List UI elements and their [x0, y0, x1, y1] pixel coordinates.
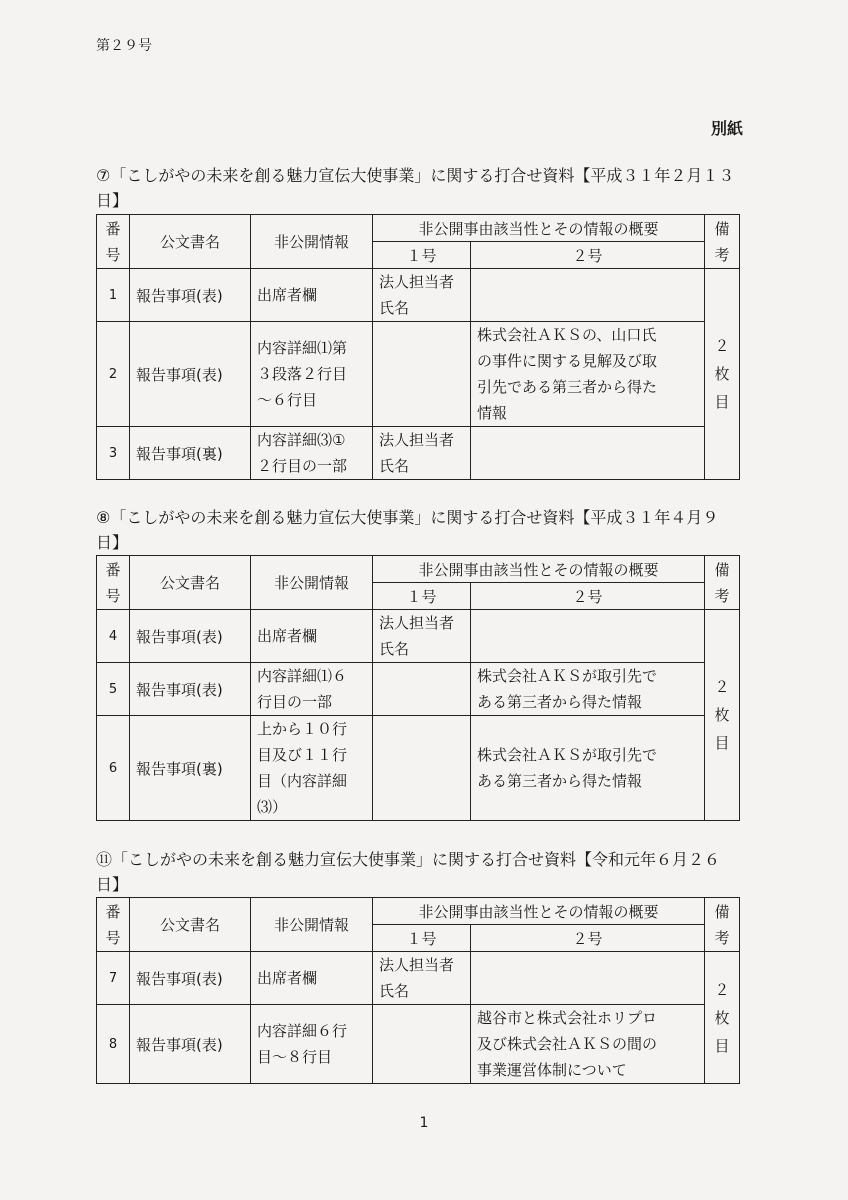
row-info: 内容詳細⑴第 ３段落２行目 ～６行目	[251, 322, 373, 427]
row-reason-1	[373, 322, 471, 427]
row-reason-2: 株式会社ＡＫＳが取引先で ある第三者から得た情報	[471, 663, 705, 716]
header-private-info: 非公開情報	[251, 215, 373, 269]
row-reason-2	[471, 427, 705, 480]
row-number: 7	[97, 952, 130, 1005]
table-row	[97, 1005, 740, 1084]
row-document: 報告事項(表)	[130, 1005, 251, 1084]
header-private-info: 非公開情報	[251, 556, 373, 610]
row-remark: ２ 枚 目	[705, 269, 740, 480]
row-reason-1: 法人担当者 氏名	[373, 427, 471, 480]
row-reason-2	[471, 269, 705, 322]
table-row	[97, 952, 740, 1005]
row-document: 報告事項(表)	[130, 952, 251, 1005]
row-number: 4	[97, 610, 130, 663]
row-reason-2: 越谷市と株式会社ホリプロ 及び株式会社ＡＫＳの間の 事業運営体制について	[471, 1005, 705, 1084]
section-title-3: ⑪「こしがやの未来を創る魅力宣伝大使事業」に関する打合せ資料【令和元年６月２６日】	[96, 850, 721, 894]
row-number: 2	[97, 322, 130, 427]
header-number: 番 号	[97, 556, 130, 610]
row-number: 5	[97, 663, 130, 716]
row-info: 内容詳細⑴６ 行目の一部	[251, 663, 373, 716]
header-number: 番 号	[97, 215, 130, 269]
header-reason: 非公開事由該当性とその情報の概要	[373, 215, 705, 242]
header-remark: 備 考	[705, 898, 740, 952]
section-title-2: ⑧「こしがやの未来を創る魅力宣伝大使事業」に関する打合せ資料【平成３１年４月９日】	[96, 508, 719, 552]
row-number: 6	[97, 716, 130, 821]
row-document: 報告事項(表)	[130, 322, 251, 427]
row-number: 3	[97, 427, 130, 480]
attachment-label: 別紙	[711, 119, 744, 138]
row-reason-2: 株式会社ＡＫＳの、山口氏 の事件に関する見解及び取 引先である第三者から得た 情報	[471, 322, 705, 427]
header-reason-2: ２号	[471, 583, 705, 610]
table-row	[97, 663, 740, 716]
row-remark: ２ 枚 目	[705, 610, 740, 821]
header-reason-2: ２号	[471, 925, 705, 952]
table-row	[97, 322, 740, 427]
table-row	[97, 610, 740, 663]
document-number: 第２９号	[96, 38, 152, 54]
row-info: 出席者欄	[251, 610, 373, 663]
row-reason-1: 法人担当者 氏名	[373, 269, 471, 322]
row-reason-1: 法人担当者 氏名	[373, 952, 471, 1005]
row-info: 出席者欄	[251, 952, 373, 1005]
disclosure-table-1	[96, 214, 740, 480]
row-reason-1: 法人担当者 氏名	[373, 610, 471, 663]
header-reason-1: １号	[373, 242, 471, 269]
row-info: 出席者欄	[251, 269, 373, 322]
header-remark: 備 考	[705, 215, 740, 269]
header-document-name: 公文書名	[130, 556, 251, 610]
row-number: 8	[97, 1005, 130, 1084]
header-reason: 非公開事由該当性とその情報の概要	[373, 898, 705, 925]
row-info: 上から１０行 目及び１１行 目（内容詳細 ⑶）	[251, 716, 373, 821]
row-remark: ２ 枚 目	[705, 952, 740, 1084]
row-document: 報告事項(裏)	[130, 427, 251, 480]
row-reason-1	[373, 716, 471, 821]
disclosure-table-3	[96, 897, 740, 1084]
row-info: 内容詳細６行 目～８行目	[251, 1005, 373, 1084]
row-reason-2: 株式会社ＡＫＳが取引先で ある第三者から得た情報	[471, 716, 705, 821]
row-document: 報告事項(表)	[130, 663, 251, 716]
row-document: 報告事項(裏)	[130, 716, 251, 821]
header-private-info: 非公開情報	[251, 898, 373, 952]
header-document-name: 公文書名	[130, 215, 251, 269]
header-reason-1: １号	[373, 583, 471, 610]
table-row	[97, 269, 740, 322]
header-number: 番 号	[97, 898, 130, 952]
row-reason-1	[373, 1005, 471, 1084]
header-reason-2: ２号	[471, 242, 705, 269]
row-reason-1	[373, 663, 471, 716]
row-document: 報告事項(表)	[130, 610, 251, 663]
table-row	[97, 427, 740, 480]
row-info: 内容詳細⑶① ２行目の一部	[251, 427, 373, 480]
page-number: 1	[419, 1115, 429, 1131]
row-reason-2	[471, 610, 705, 663]
header-reason: 非公開事由該当性とその情報の概要	[373, 556, 705, 583]
row-document: 報告事項(表)	[130, 269, 251, 322]
header-reason-1: １号	[373, 925, 471, 952]
table-row	[97, 716, 740, 821]
row-reason-2	[471, 952, 705, 1005]
row-number: 1	[97, 269, 130, 322]
header-remark: 備 考	[705, 556, 740, 610]
header-document-name: 公文書名	[130, 898, 251, 952]
disclosure-table-2	[96, 555, 740, 821]
section-title-1: ⑦「こしがやの未来を創る魅力宣伝大使事業」に関する打合せ資料【平成３１年２月１３日】	[96, 166, 735, 210]
